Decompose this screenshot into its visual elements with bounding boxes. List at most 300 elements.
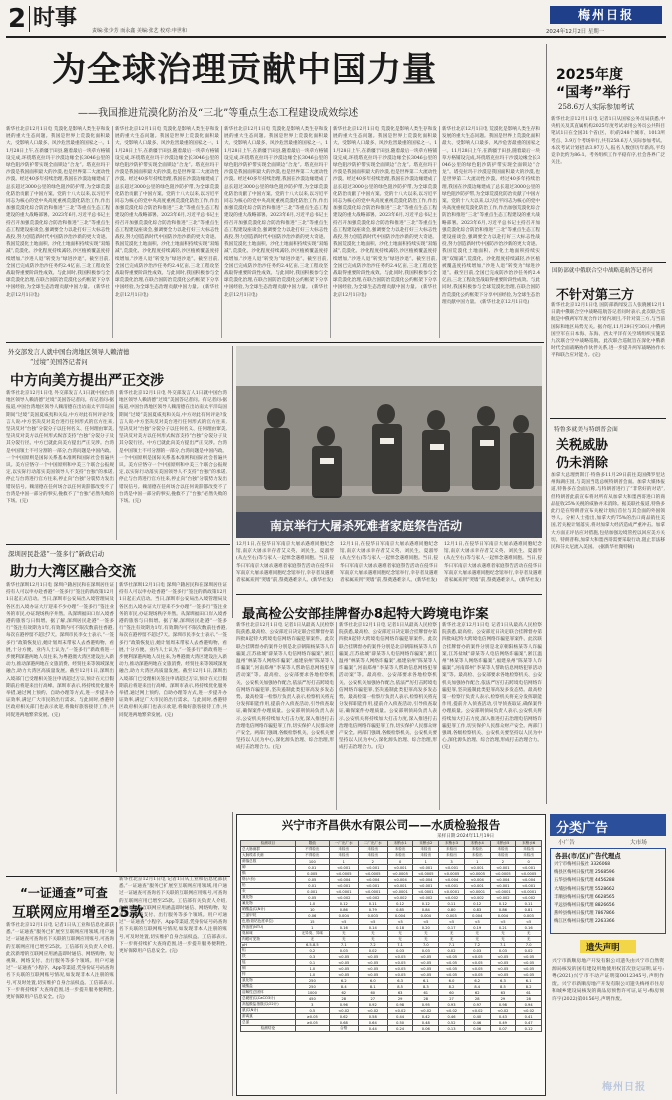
water-report-title: 兴宁市齐昌供水有限公司——水质检验报告 (281, 818, 501, 832)
water-cell: 0.01 (295, 883, 329, 889)
water-footer-cell: 0.07 (490, 1026, 516, 1032)
agent-row: 兴宁市梅州日报社 3326068 (554, 862, 611, 867)
water-cell: <0.02 (490, 1008, 516, 1014)
water-cell: 0.12 (464, 901, 490, 907)
directory-title: 各县(市/区)广告代理点 (555, 852, 621, 860)
water-cell: 三氯甲烷 (241, 913, 296, 919)
water-cell: 无 (387, 937, 413, 943)
water-cell: 60 (358, 990, 387, 996)
water-table-body (241, 847, 542, 1026)
water-cell: <0.004 (358, 877, 387, 883)
water-cell: <0.0001 (358, 889, 387, 895)
water-cell: <0.05 (387, 972, 413, 978)
water-cell: 10 (295, 907, 329, 913)
water-cell: 63 (387, 990, 413, 996)
water-cell: <0.05 (413, 954, 439, 960)
water-cell: 未检出 (439, 853, 465, 859)
water-cell: 0.64 (358, 1020, 387, 1026)
water-cell: 6.0 (358, 978, 387, 984)
water-cell: 0 (387, 859, 413, 865)
water-cell: 0.02 (439, 948, 465, 954)
water-cell: <0.02 (329, 1008, 358, 1014)
classified-sub-left: 小广告 (558, 840, 575, 846)
water-cell: 7.1 (490, 943, 516, 948)
water-cell: <0.004 (464, 877, 490, 883)
water-cell: 0.02 (358, 948, 387, 954)
water-footer-label: 检测结论 (241, 1026, 296, 1032)
water-quality-table (240, 840, 542, 1032)
water-header-cell: 限值 (295, 841, 329, 847)
water-cell: <0.05 (464, 954, 490, 960)
issue-date: 2024年12月2日 星期一 (546, 29, 605, 35)
water-cell: <0.004 (490, 877, 516, 883)
water-cell: <0.001 (439, 883, 465, 889)
water-cell: 无 (358, 931, 387, 937)
water-cell: 未检出 (413, 847, 439, 853)
water-cell: 0.12 (413, 901, 439, 907)
fraud-body-col-2: 新华社北京12月1日电 记者1日从最高人民检察院获悉,最高检、公安部近日决定联合挂牌督办第四批8起特大跨境电信网络诈骗犯罪案件。此次联合挂牌督办的案件分别是北京朝阳杨某等人诈骗案,江苏盐城“薛某等人电信网络诈骗案”,浙江温州“林某等人网络诈骗案”,福建泉州“陈某等人诈骗案”,河南郑州“李某等人帮助信息网络犯罪活动案”等。最高检、公安部要求各地检察机关、公安机关加强协作配合,依法严厉打击跨境电信网络诈骗犯罪,坚决遏制此类犯罪高发多发态势。最高检第一检察厅负责人表示,检察机关将充分发挥职能作用,提前介入侦查活动,引导侦查取证,确保案件办理质量。公安部刑侦局负责人表示,公安机关将持续加大打击力度,深入推进打击治理电信网络诈骗犯罪工作,切实保护人民群众财产安全。两部门强调,各级检察机关、公安机关要坚持以人民为中心,深化源头治理、综合治理,形成打击治理合力。(完) (339, 623, 437, 751)
water-cell: 未检出 (516, 847, 542, 853)
water-cell: 无 (387, 931, 413, 937)
water-cell: <0.05 (516, 972, 542, 978)
water-cell: <0.001 (464, 865, 490, 871)
water-cell: <0.05 (413, 966, 439, 972)
shenzhen-kicker: 深圳居民赴港“一签多行”新政启动 (8, 550, 105, 558)
memorial-photo-illustration (236, 346, 542, 538)
water-cell: 6.0 (439, 978, 465, 984)
water-cell: 无 (295, 937, 329, 943)
water-cell: 8.5 (490, 984, 516, 990)
masthead-rule (6, 36, 666, 38)
water-cell: <0.05 (439, 960, 465, 966)
water-cell: 0.49 (490, 1020, 516, 1026)
water-cell: <0.05 (358, 954, 387, 960)
lead-body-col-4: 新华社北京12月1日电 荒漠化是影响人类生存和发展的重大生态问题。我国是世界上荒漠化面积最大、受影响人口最多、风沙危害最重的国家之一。11月28日上午,在新疆于田县,随着最后一块草方格铺设完成,环绕塔克拉玛干沙漠边缘全长3046公里的绿色阻沙防护带实现全面锁边“合龙”。塔克拉玛干沙漠是我国面积最大的沙漠,也是世界第二大流动性沙漠。经过40多年持续治理,我国在沙漠边缘建成了总长超过3000公里的绿色阻沙防护带,为全球荒漠化防治贡献了中国方案。党的十八大以来,以习近平同志为核心的党中央高度重视荒漠化防治工作,作出加强荒漠化综合防治和推进“三北”等重点生态工程建设的重大战略部署。2023年6月,习近平总书记主持召开加强荒漠化综合防治和推进“三北”等重点生态工程建设座谈会,强调要全力以赴打好三大标志性战役,努力创造新时代中国防沙治沙新的更大奇迹。我国荒漠化土地面积、沙化土地面积持续实现“双缩减”,荒漠化、沙化程度持续减轻,沙区植被覆盖度持续增加,“沙进人退”转变为“绿进沙退”。截至目前,全国已完成防沙治沙任务约2.4亿亩,三北工程攻坚战取得重要阶段性成效。与此同时,我国积极参与全球荒漠化治理,在联合国防治荒漠化公约框架下分享中国经验,为全球生态治理贡献中国力量。 (新华社北京12月1日电) (333, 127, 437, 298)
water-cell: 0.84 (413, 907, 439, 913)
water-cell: 8.2 (439, 984, 465, 990)
water-cell: 7.0 (413, 943, 439, 948)
exam-body: 新华社北京12月1日电 记者1日从国家公务员局获悉,中央机关及其直属机构2025年度考试录用公务员公共科目笔试1日在全国31个省(区、市)的248个城市、1013所考点、3.9万个考场举行,共有258.6万人实际参加考试。本次考试计划招录3.97万人,报名人数创历年新高,平均竞争比约为86:1。考务组织工作平稳有序,社会各界广泛关注。 (551, 117, 665, 166)
water-cell: <0.0005 (329, 871, 358, 877)
water-cell: <0.004 (516, 877, 542, 883)
water-footer-cell: 0.13 (439, 1026, 465, 1032)
onecard-body-col-1: 新华社北京12月1日电 记者1日从工业和信息化部获悉,“一证通查”服务已扩展至互联网应用领域,用户通过一证通查可查询名下关联的互联网应用账号,可查询的互联网应用已增至25款。工信部有关负责人介绍,此次新增的互联网应用涵盖即时通信、网络购物、短视频、网络支付、出行服务等多个领域。用户可通过“一证通查”小程序、App等渠道,凭身份证号码查询名下关联的互联网账号情况,如发现非本人注册的账号,可及时处置,切实维护自身合法权益。工信部表示,下一步将持续扩大查询范围,进一步提升服务便利性,更好保障用户信息安全。(完) (6, 923, 114, 1001)
water-cell: 铜 (241, 966, 296, 972)
water-cell: <0.001 (358, 883, 387, 889)
water-cell: <0.02 (358, 1008, 387, 1014)
water-cell: 0.12 (490, 901, 516, 907)
water-cell: <0.05 (413, 960, 439, 966)
fraud-body-col-3: 新华社北京12月1日电 记者1日从最高人民检察院获悉,最高检、公安部近日决定联合挂牌督办第四批8起特大跨境电信网络诈骗犯罪案件。此次联合挂牌督办的案件分别是北京朝阳杨某等人诈骗案,江苏盐城“薛某等人电信网络诈骗案”,浙江温州“林某等人网络诈骗案”,福建泉州“陈某等人诈骗案”,河南郑州“李某等人帮助信息网络犯罪活动案”等。最高检、公安部要求各地检察机关、公安机关加强协作配合,依法严厉打击跨境电信网络诈骗犯罪,坚决遏制此类犯罪高发多发态势。最高检第一检察厅负责人表示,检察机关将充分发挥职能作用,提前介入侦查活动,引导侦查取证,确保案件办理质量。公安部刑侦局负责人表示,公安机关将持续加大打击力度,深入推进打击治理电信网络诈骗犯罪工作,切实保护人民群众财产安全。两部门强调,各级检察机关、公安机关要坚持以人民为中心,深化源头治理、综合治理,形成打击治理合力。(完) (442, 623, 542, 751)
water-cell: <5 (464, 919, 490, 925)
water-cell: 0.68 (329, 1020, 358, 1026)
water-cell: 0.16 (516, 925, 542, 931)
water-cell: 1 (464, 859, 490, 865)
water-cell: 29 (490, 996, 516, 1002)
water-cell: 无 (439, 937, 465, 943)
water-cell: 1 (295, 925, 329, 931)
taiwan-body-col-1: 新华社北京12月1日电 外交部发言人1日就中国台湾地区领导人赖清德“过境”美国答记者问。有记者问:据报道,中国台湾地区领导人赖清德在出访南太平洋岛国期间“过境”美国夏威夷和关岛,中方对此有何评论?发言人说:中方坚决反对美台进行任何形式的官方往来,坚决反对“台独”分裂分子以任何名义、任何理由窜美,坚决反对美方以任何形式纵容支持“台独”分裂分子及其分裂行径。中方已就此向美方提出严正交涉。台湾是中国领土不可分割的一部分,台湾问题是中国内政。一个中国原则是国际关系基本准则和国际社会普遍共识。美方应恪守一个中国原则和中美三个联合公报规定,以实际行动落实美国领导人不支持“台独”的承诺,停止与台湾进行官方往来,停止向“台独”分裂势力发出错误信号。赖清德在任何场合以任何说辞都改变不了台湾是中国一部分的事实,挽救不了“台独”必然失败的下场。(完) (6, 391, 114, 505)
section-name: 时事 (33, 6, 78, 31)
water-cell: 63 (490, 990, 516, 996)
water-cell: <0.05 (464, 960, 490, 966)
water-cell: 27 (439, 996, 465, 1002)
water-cell: 15 (295, 919, 329, 925)
water-cell: 7.1 (329, 943, 358, 948)
water-cell: 未检出 (413, 853, 439, 859)
water-cell: 铅 (241, 883, 296, 889)
water-cell: <0.002 (464, 895, 490, 901)
water-cell: <0.001 (387, 865, 413, 871)
water-cell: 0.58 (358, 1014, 387, 1020)
exam-subtitle: 258.6万人实际参加考试 (558, 103, 635, 111)
photo-caption-col-1: 12月1日,在侵华日军南京大屠杀遇难同胞纪念馆,南京大屠杀幸存者艾义英、刘民生、夏淑琴(从左至右)等与家人一起悼念遇难同胞。当日,侵华日军南京大屠杀遇难者家庭祭告活动在侵华日军南京大屠杀遇难同胞纪念馆举行,幸存者及遇难者家属来到“哭墙”前,祭奠遇难亲人。(新华社发) (236, 542, 334, 584)
exam-title-line-2: “国考”举行 (556, 85, 631, 101)
water-cell: <0.001 (490, 883, 516, 889)
water-cell: 无 (413, 937, 439, 943)
water-cell: <0.004 (387, 877, 413, 883)
water-cell: <0.02 (439, 1008, 465, 1014)
water-cell: <0.001 (329, 865, 358, 871)
taiwan-kicker-2: “过境”美国答记者问 (30, 358, 88, 366)
water-cell: <0.002 (413, 895, 439, 901)
water-cell: 0.3 (295, 954, 329, 960)
water-cell: 0.18 (387, 925, 413, 931)
water-cell: <0.05 (387, 960, 413, 966)
water-header-cell: 末梢水5 (490, 841, 516, 847)
water-cell: 0.03 (464, 948, 490, 954)
water-cell: 7.1 (439, 943, 465, 948)
agent-row: 梅县区梅州日报代理 2568596 (554, 870, 615, 876)
water-cell: 无 (329, 931, 358, 937)
water-cell: <0.001 (516, 865, 542, 871)
water-cell: <0.002 (329, 895, 358, 901)
water-cell: 未检出 (329, 847, 358, 853)
water-cell: 0.17 (439, 925, 465, 931)
water-cell: <0.05 (413, 972, 439, 978)
water-cell: 锌 (241, 972, 296, 978)
water-cell: <0.0005 (516, 871, 542, 877)
patrol-kicker (552, 268, 666, 275)
water-cell: 浑浊度(NTU) (241, 925, 296, 931)
water-cell: 8.4 (464, 984, 490, 990)
water-cell: 铝 (241, 948, 296, 954)
water-header-cell: 检测项目 (241, 841, 296, 847)
water-footer-cell (295, 1026, 329, 1032)
shenzhen-body-col-2: 新华社深圳12月1日电 深圳户籍居民和在深圳居住证持有人可以申办赴香港“一签多行”签注的新政策12月1日起正式启动。当日,深圳市公安局出入境管理局及各区出入境办证大厅迎来不少办理“一签多行”签注业务的市民,办证现场秩序井然。从深圳福田口岸入境香港的旅客与日俱增。据了解,深圳居民赴港“一签多行”签注有效期为1年,有效期内可不限次数前往香港,每次在港停留不超过7天。深圳市民李女士表示,“一签多行”政策恢复后,她计划周末带家人去香港购物、看展,十分方便。业内人士认为,“一签多行”新政将进一步便利深港两地人员往来,为粤港澳大湾区建设注入新动力,推动深港两地在文旅消费、经贸往来等领域深度融合,助力大湾区高质量发展。截至12月1日,深圳出入境部门已受理相关签注申请超过万宗,预计在元旦假期前后将迎来出行高峰。深圳市表示,将持续优化服务举措,通过网上预约、自助办理等方式,进一步提升办证效率,满足广大市民的出行需求。与此同时,香港特区政府相关部门也表示欢迎,将做好旅客接待工作,共同促进两地繁荣发展。(完) (119, 583, 227, 718)
water-cell: 无 (516, 937, 542, 943)
shenzhen-title: 助力大湾区融合交流 (10, 564, 136, 580)
water-cell: 0.46 (464, 1020, 490, 1026)
water-cell: 0.79 (358, 907, 387, 913)
water-cell: 0.41 (516, 1014, 542, 1020)
water-cell: 7.2 (358, 943, 387, 948)
water-cell: 250 (295, 984, 329, 990)
water-cell: 铁 (241, 954, 296, 960)
water-footer-cell: 0.06 (464, 1026, 490, 1032)
water-cell: 无 (516, 931, 542, 937)
water-cell: 0.48 (413, 1020, 439, 1026)
agent-row: 蕉岭县梅州日报代理 7867866 (554, 911, 615, 917)
water-cell: 0.95 (413, 1002, 439, 1008)
water-cell: 0.003 (516, 913, 542, 919)
photo-caption-col-2: 12月1日,在侵华日军南京大屠杀遇难同胞纪念馆,南京大屠杀幸存者艾义英、刘民生、夏淑琴(从左至右)等与家人一起悼念遇难同胞。当日,侵华日军南京大屠杀遇难者家庭祭告活动在侵华日军南京大屠杀遇难同胞纪念馆举行,幸存者及遇难者家属来到“哭墙”前,祭奠遇难亲人。(新华社发) (340, 542, 438, 584)
water-header-cell: 末梢水1 (387, 841, 413, 847)
water-cell: 0.03 (490, 948, 516, 954)
water-header-cell: 末梢水3 (439, 841, 465, 847)
lead-subtitle: ——我国推进荒漠化防治及“三北”等重点生态工程建设成效综述 (78, 108, 359, 119)
water-cell: 未检出 (387, 847, 413, 853)
water-cell: 6.2 (464, 978, 490, 984)
water-cell: 无 (490, 937, 516, 943)
paper-name: 梅州日报 (577, 8, 634, 22)
water-cell: 7.0 (516, 943, 542, 948)
water-cell: 28 (464, 996, 490, 1002)
water-cell: 0.004 (490, 913, 516, 919)
water-cell: 27 (358, 996, 387, 1002)
water-cell: <5 (490, 919, 516, 925)
photo-caption-col-3: 12月1日,在侵华日军南京大屠杀遇难同胞纪念馆,南京大屠杀幸存者艾义英、刘民生、夏淑琴(从左至右)等与家人一起悼念遇难同胞。当日,侵华日军南京大屠杀遇难者家庭祭告活动在侵华日军南京大屠杀遇难同胞纪念馆举行,幸存者及遇难者家属来到“哭墙”前,祭奠遇难亲人。(新华社发) (444, 542, 542, 584)
water-cell: <5 (516, 919, 542, 925)
water-cell: 0.05 (295, 895, 329, 901)
water-cell: 250 (295, 978, 329, 984)
water-cell: 0.42 (413, 1014, 439, 1020)
water-cell: 29 (387, 996, 413, 1002)
water-cell: 0.98 (387, 1002, 413, 1008)
water-cell: 溶解性总固体 (241, 990, 296, 996)
water-cell: 62 (329, 990, 358, 996)
water-cell: <0.05 (358, 972, 387, 978)
water-cell: 0.92 (358, 1002, 387, 1008)
water-cell: <0.0005 (439, 871, 465, 877)
water-cell: 0.97 (464, 1002, 490, 1008)
water-cell: 8.5 (387, 984, 413, 990)
water-cell: 61 (516, 990, 542, 996)
water-cell: <0.05 (387, 954, 413, 960)
water-cell: <0.0005 (413, 871, 439, 877)
classified-header: 分类广告 (556, 821, 609, 836)
water-cell: 0.05 (295, 877, 329, 883)
water-cell: 氰化物 (241, 895, 296, 901)
water-cell: <0.05 (464, 966, 490, 972)
lead-body-col-1: 新华社北京12月1日电 荒漠化是影响人类生存和发展的重大生态问题。我国是世界上荒漠化面积最大、受影响人口最多、风沙危害最重的国家之一。11月28日上午,在新疆于田县,随着最后一块草方格铺设完成,环绕塔克拉玛干沙漠边缘全长3046公里的绿色阻沙防护带实现全面锁边“合龙”。塔克拉玛干沙漠是我国面积最大的沙漠,也是世界第二大流动性沙漠。经过40多年持续治理,我国在沙漠边缘建成了总长超过3000公里的绿色阻沙防护带,为全球荒漠化防治贡献了中国方案。党的十八大以来,以习近平同志为核心的党中央高度重视荒漠化防治工作,作出加强荒漠化综合防治和推进“三北”等重点生态工程建设的重大战略部署。2023年6月,习近平总书记主持召开加强荒漠化综合防治和推进“三北”等重点生态工程建设座谈会,强调要全力以赴打好三大标志性战役,努力创造新时代中国防沙治沙新的更大奇迹。我国荒漠化土地面积、沙化土地面积持续实现“双缩减”,荒漠化、沙化程度持续减轻,沙区植被覆盖度持续增加,“沙进人退”转变为“绿进沙退”。截至目前,全国已完成防沙治沙任务约2.4亿亩,三北工程攻坚战取得重要阶段性成效。与此同时,我国积极参与全球荒漠化治理,在联合国防治荒漠化公约框架下分享中国经验,为全球生态治理贡献中国力量。 (新华社北京12月1日电) (6, 127, 110, 298)
water-cell: 未检出 (358, 853, 387, 859)
notice-body: 兴宁市新顺房地产开发有限公司遗失由兴宁市自然资源局核发的国有建设用地使用权首次登记证明,证号:粤(2021)兴宁市不动产证明第0012345号,声明作废。兴宁市新顺房地产开发有限公司遗失梅州市住房和城乡建设局核发的商品房预售许可证,证号:梅房预许字(2022)第0156号,声明作废。 (552, 959, 664, 1002)
water-cell: 0.06 (295, 913, 329, 919)
water-cell: <0.0001 (516, 889, 542, 895)
water-cell: 总氯 (241, 1020, 296, 1026)
water-cell: <0.05 (439, 966, 465, 972)
water-cell: <0.001 (464, 883, 490, 889)
water-cell: <0.001 (439, 865, 465, 871)
water-cell: <0.05 (329, 972, 358, 978)
water-cell: <0.02 (516, 1008, 542, 1014)
water-cell: <0.001 (490, 865, 516, 871)
lead-body-col-5: 新华社北京12月1日电 荒漠化是影响人类生存和发展的重大生态问题。我国是世界上荒漠化面积最大、受影响人口最多、风沙危害最重的国家之一。11月28日上午,在新疆于田县,随着最后一块草方格铺设完成,环绕塔克拉玛干沙漠边缘全长3046公里的绿色阻沙防护带实现全面锁边“合龙”。塔克拉玛干沙漠是我国面积最大的沙漠,也是世界第二大流动性沙漠。经过40多年持续治理,我国在沙漠边缘建成了总长超过3000公里的绿色阻沙防护带,为全球荒漠化防治贡献了中国方案。党的十八大以来,以习近平同志为核心的党中央高度重视荒漠化防治工作,作出加强荒漠化综合防治和推进“三北”等重点生态工程建设的重大战略部署。2023年6月,习近平总书记主持召开加强荒漠化综合防治和推进“三北”等重点生态工程建设座谈会,强调要全力以赴打好三大标志性战役,努力创造新时代中国防沙治沙新的更大奇迹。我国荒漠化土地面积、沙化土地面积持续实现“双缩减”,荒漠化、沙化程度持续减轻,沙区植被覆盖度持续增加,“沙进人退”转变为“绿进沙退”。截至目前,全国已完成防沙治沙任务约2.4亿亩,三北工程攻坚战取得重要阶段性成效。与此同时,我国积极参与全球荒漠化治理,在联合国防治荒漠化公约框架下分享中国经验,为全球生态治理贡献中国力量。 (新华社北京12月1日电) (442, 127, 540, 305)
water-cell: 0.20 (413, 925, 439, 931)
water-footer-cell: 0.44 (358, 1026, 387, 1032)
water-cell: 0.50 (387, 1020, 413, 1026)
water-header-cell: 末梢水4 (464, 841, 490, 847)
water-cell: 0.21 (490, 925, 516, 931)
water-cell: <0.05 (464, 972, 490, 978)
water-footer-cell: 0.06 (413, 1026, 439, 1032)
water-cell: 1.0 (295, 972, 329, 978)
water-cell: 1000 (295, 990, 329, 996)
water-report (236, 814, 546, 1096)
water-cell: <0.0001 (387, 889, 413, 895)
water-cell: 锰 (241, 960, 296, 966)
water-cell: <5 (358, 919, 387, 925)
water-cell: 61 (413, 990, 439, 996)
water-cell: 菌落总数 (241, 859, 296, 865)
water-cell: <0.002 (490, 895, 516, 901)
water-cell: 7.1 (387, 943, 413, 948)
directory-list (554, 861, 662, 927)
water-cell: 0.81 (516, 907, 542, 913)
agent-row: 五华县梅州日报代理 4456288 (554, 878, 615, 884)
taiwan-title: 中方向美方提出严正交涉 (10, 373, 164, 389)
fraud-body-col-1: 新华社北京12月1日电 记者1日从最高人民检察院获悉,最高检、公安部近日决定联合挂牌督办第四批8起特大跨境电信网络诈骗犯罪案件。此次联合挂牌督办的案件分别是北京朝阳杨某等人诈骗案,江苏盐城“薛某等人电信网络诈骗案”,浙江温州“林某等人网络诈骗案”,福建泉州“陈某等人诈骗案”,河南郑州“李某等人帮助信息网络犯罪活动案”等。最高检、公安部要求各地检察机关、公安机关加强协作配合,依法严厉打击跨境电信网络诈骗犯罪,坚决遏制此类犯罪高发多发态势。最高检第一检察厅负责人表示,检察机关将充分发挥职能作用,提前介入侦查活动,引导侦查取证,确保案件办理质量。公安部刑侦局负责人表示,公安机关将持续加大打击力度,深入推进打击治理电信网络诈骗犯罪工作,切实保护人民群众财产安全。两部门强调,各级检察机关、公安机关要坚持以人民为中心,深化源头治理、综合治理,形成打击治理合力。(完) (236, 623, 334, 751)
water-cell: 汞 (241, 889, 296, 895)
water-footer-cell: 0.12 (516, 1026, 542, 1032)
water-cell: 0.85 (387, 907, 413, 913)
water-cell: <0.002 (516, 895, 542, 901)
water-cell: 无异臭、异味 (295, 931, 329, 937)
water-cell: 不得检出 (295, 853, 329, 859)
water-cell: <0.02 (387, 1008, 413, 1014)
water-cell: 0.86 (490, 907, 516, 913)
water-cell: <0.02 (413, 1008, 439, 1014)
classified-panel (550, 814, 666, 1096)
water-cell: 0.005 (295, 871, 329, 877)
water-header-cell: 末梢水6 (516, 841, 542, 847)
water-cell: 0.46 (439, 1014, 465, 1020)
water-cell: <0.004 (413, 877, 439, 883)
water-cell: 0.19 (464, 925, 490, 931)
water-cell: <5 (439, 919, 465, 925)
water-cell: 8.1 (358, 984, 387, 990)
water-cell: 0.5 (295, 1008, 329, 1014)
lead-title: 为全球治理贡献中国力量 (52, 50, 437, 90)
water-cell: <0.001 (329, 883, 358, 889)
water-cell: 氟化物 (241, 901, 296, 907)
water-cell: 硝酸盐(以N计) (241, 907, 296, 913)
news-photo (236, 346, 542, 538)
water-cell: <0.05 (516, 960, 542, 966)
water-cell: 8.4 (329, 984, 358, 990)
water-cell: <0.0005 (387, 871, 413, 877)
water-table-wrap (240, 840, 542, 1032)
water-cell: 0.94 (516, 1002, 542, 1008)
tariff-body: 加拿大总理贾斯汀·特鲁多11月29日前往美国佛罗里达州海湖庄园,与美国当选总统特朗普会面。加拿大媒体报道,特鲁多在会面后称,与特朗普进行了“非常好的对话”,但特朗普此前宣布将对所有从加拿大和墨西哥进口的商品征收25%关税的威胁并未消除。据美联社报道,特鲁多此行是在特朗普宣布关税计划后首位与其会面的外国领导人。分析人士指出,加拿大约75%的出口商品销往美国,若关税计划落实,将对加拿大经济造成严重冲击。加拿大方面正评估应对措施,包括加强边境管控以回应美方关切。特朗普称,加拿大和墨西哥需要采取行动,阻止非法移民和芬太尼流入美国。 (据新华社微特稿) (551, 473, 665, 551)
water-cell: 100 (295, 859, 329, 865)
water-cell: <5 (329, 919, 358, 925)
exam-title-line-1: 2025年度 (556, 67, 623, 83)
water-cell: 28 (413, 996, 439, 1002)
water-cell: <0.05 (490, 954, 516, 960)
water-cell: 镉 (241, 871, 296, 877)
water-cell: 未检出 (464, 853, 490, 859)
fraud-title: 最高检公安部挂牌督办8起特大跨境电诈案 (242, 607, 489, 622)
photo-caption-title: 南京举行大屠杀死难者家庭祭告活动 (270, 519, 463, 533)
water-cell: <0.05 (329, 966, 358, 972)
agent-row: 丰顺县梅州日报代理 6628565 (554, 894, 615, 900)
tariff-title-line-1: 关税威胁 (556, 438, 609, 453)
water-header-cell: 二厂出厂水 (358, 841, 387, 847)
water-cell: <0.0001 (329, 889, 358, 895)
patrol-title: 不针对第三方 (556, 288, 635, 303)
water-cell: 0.98 (490, 1002, 516, 1008)
water-cell: 氯化物 (241, 978, 296, 984)
water-cell: 6.5-8.5 (295, 943, 329, 948)
water-cell: 0.96 (329, 1002, 358, 1008)
water-cell: <5 (387, 919, 413, 925)
taiwan-kicker-1: 外交部发言人就中国台湾地区领导人赖清德 (8, 348, 130, 356)
water-cell: 6.3 (490, 978, 516, 984)
agent-row: 梅江区梅州日报代理 2263366 (554, 919, 615, 925)
water-cell: 62 (464, 990, 490, 996)
water-cell: 0.11 (516, 901, 542, 907)
water-cell: 0.03 (329, 948, 358, 954)
patrol-kicker-text: 国防部就中俄联合空中战略巡航答记者问 (552, 268, 653, 274)
water-cell: <0.02 (464, 1008, 490, 1014)
onecard-title: 互联网应用增至25款 (12, 905, 144, 921)
water-table-footer (241, 1026, 542, 1032)
water-cell: <0.05 (439, 954, 465, 960)
water-cell: 0.02 (516, 948, 542, 954)
water-cell: 0.1 (295, 960, 329, 966)
water-cell: 氨(以N计) (241, 1008, 296, 1014)
water-cell: 臭和味 (241, 931, 296, 937)
water-cell: 0.62 (329, 1014, 358, 1020)
water-cell: 未检出 (439, 847, 465, 853)
water-cell: 2 (358, 859, 387, 865)
water-cell: <0.002 (387, 895, 413, 901)
water-cell: 色度(铂钴色度单位) (241, 919, 296, 925)
water-cell: <0.002 (358, 895, 387, 901)
water-cell: <0.0005 (358, 871, 387, 877)
water-cell: <0.001 (358, 865, 387, 871)
water-cell: 高锰酸盐指数(以O2计) (241, 1002, 296, 1008)
page-number: 2 (7, 4, 27, 34)
paper-logo (550, 6, 662, 24)
water-cell: <0.05 (516, 954, 542, 960)
water-cell: 3 (295, 1002, 329, 1008)
water-cell: 0.44 (387, 1014, 413, 1020)
agent-row: 大埔县梅州日报代理 5528662 (554, 886, 615, 892)
water-cell: <0.05 (490, 972, 516, 978)
water-cell: 未检出 (358, 847, 387, 853)
water-cell: 450 (295, 996, 329, 1002)
water-cell: <0.004 (439, 877, 465, 883)
water-cell: <0.002 (439, 895, 465, 901)
water-cell: 砷 (241, 865, 296, 871)
classified-directory (550, 848, 666, 934)
lead-body-col-3: 新华社北京12月1日电 荒漠化是影响人类生存和发展的重大生态问题。我国是世界上荒漠化面积最大、受影响人口最多、风沙危害最重的国家之一。11月28日上午,在新疆于田县,随着最后一块草方格铺设完成,环绕塔克拉玛干沙漠边缘全长3046公里的绿色阻沙防护带实现全面锁边“合龙”。塔克拉玛干沙漠是我国面积最大的沙漠,也是世界第二大流动性沙漠。经过40多年持续治理,我国在沙漠边缘建成了总长超过3000公里的绿色阻沙防护带,为全球荒漠化防治贡献了中国方案。党的十八大以来,以习近平同志为核心的党中央高度重视荒漠化防治工作,作出加强荒漠化综合防治和推进“三北”等重点生态工程建设的重大战略部署。2023年6月,习近平总书记主持召开加强荒漠化综合防治和推进“三北”等重点生态工程建设座谈会,强调要全力以赴打好三大标志性战役,努力创造新时代中国防沙治沙新的更大奇迹。我国荒漠化土地面积、沙化土地面积持续实现“双缩减”,荒漠化、沙化程度持续减轻,沙区植被覆盖度持续增加,“沙进人退”转变为“绿进沙退”。截至目前,全国已完成防沙治沙任务约2.4亿亩,三北工程攻坚战取得重要阶段性成效。与此同时,我国积极参与全球荒漠化治理,在联合国防治荒漠化公约框架下分享中国经验,为全球生态治理贡献中国力量。 (新华社北京12月1日电) (224, 127, 328, 298)
water-cell: 0.80 (439, 907, 465, 913)
water-cell: 0.01 (295, 865, 329, 871)
water-cell: <0.0001 (413, 889, 439, 895)
classified-sub-right: 大市场 (630, 840, 647, 846)
water-cell: 未检出 (464, 847, 490, 853)
taiwan-body-col-2: 新华社北京12月1日电 外交部发言人1日就中国台湾地区领导人赖清德“过境”美国答记者问。有记者问:据报道,中国台湾地区领导人赖清德在出访南太平洋岛国期间“过境”美国夏威夷和关岛,中方对此有何评论?发言人说:中方坚决反对美台进行任何形式的官方往来,坚决反对“台独”分裂分子以任何名义、任何理由窜美,坚决反对美方以任何形式纵容支持“台独”分裂分子及其分裂行径。中方已就此向美方提出严正交涉。台湾是中国领土不可分割的一部分,台湾问题是中国内政。一个中国原则是国际关系基本准则和国际社会普遍共识。美方应恪守一个中国原则和中美三个联合公报规定,以实际行动落实美国领导人不支持“台独”的承诺,停止与台湾进行官方往来,停止向“台独”分裂势力发出错误信号。赖清德在任何场合以任何说辞都改变不了台湾是中国一部分的事实,挽救不了“台独”必然失败的下场。(完) (119, 391, 227, 505)
water-cell: 1.0 (295, 901, 329, 907)
water-cell: 0.14 (358, 925, 387, 931)
water-cell: <0.05 (387, 966, 413, 972)
water-cell: 0.004 (413, 913, 439, 919)
water-cell: <0.05 (358, 966, 387, 972)
